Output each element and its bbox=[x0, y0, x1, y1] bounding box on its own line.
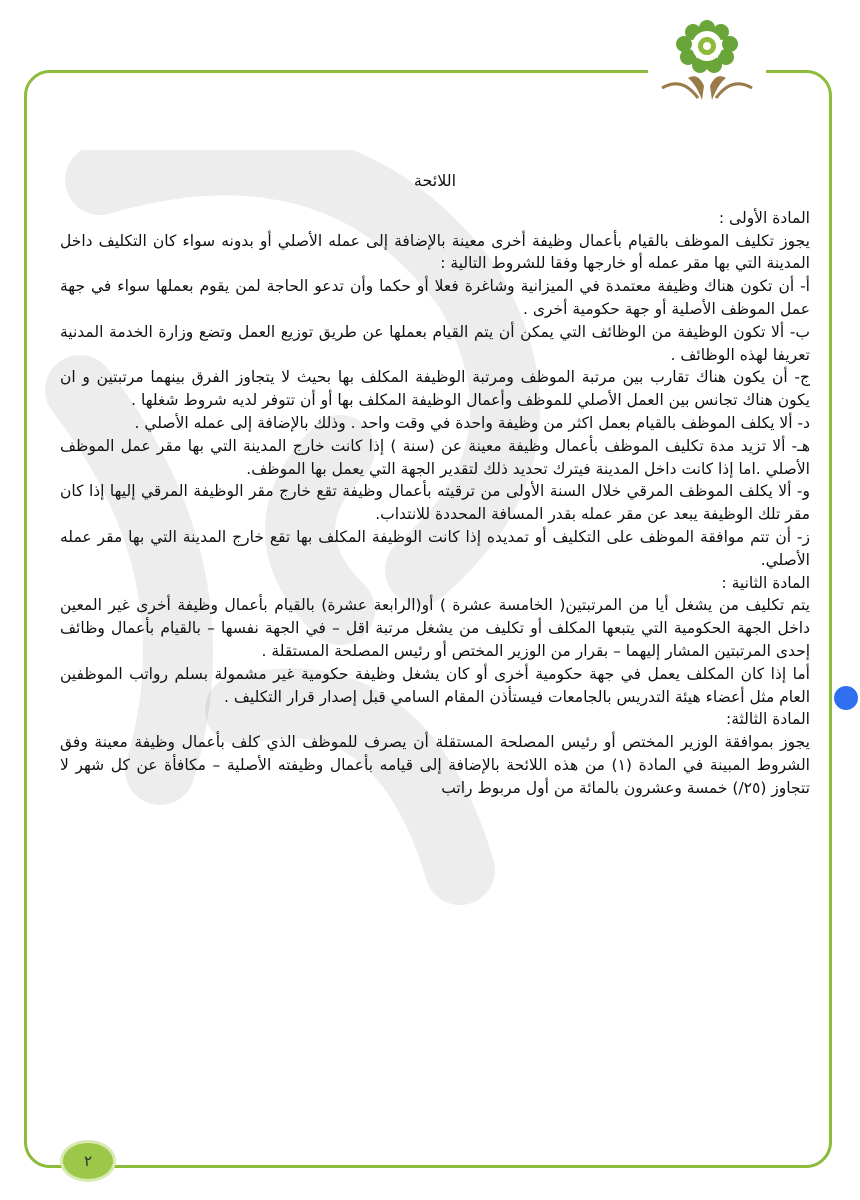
scroll-marker[interactable] bbox=[834, 686, 858, 710]
logo bbox=[648, 6, 766, 106]
document-body bbox=[60, 170, 810, 800]
page-title: اللائحة bbox=[413, 171, 457, 190]
article-3-heading: المادة الثالثة: bbox=[725, 710, 810, 729]
article-2-paragraph-2: أما إذا كان المكلف يعمل في جهة حكومية أخرى أو كان يشغل وظيفة حكومية غير مشمولة بسلم رواتب الموظفين العام مثل أعضاء هيئة التدريس بالجامعات فيستأذن المقام السامي قبل إصدار قرار التكليف . bbox=[60, 664, 810, 706]
condition-d: د- ألا يكلف الموظف بالقيام بعمل اكثر من وظيفة واحدة في وقت واحد . وذلك بالإضافة إلى عمله الأصلي . bbox=[134, 413, 810, 432]
page-number bbox=[60, 1140, 116, 1182]
condition-b: ب- ألا تكون الوظيفة من الوظائف التي يمكن أن يتم القيام بعملها عن طريق توزيع العمل وتضع وزارة الخدمة المدنية تعريفا لهذه الوظائف . bbox=[60, 322, 810, 364]
article-1-heading: المادة الأولى : bbox=[718, 208, 810, 227]
page-number-text: ٢ bbox=[83, 1152, 93, 1170]
article-3-paragraph: يجوز بموافقة الوزير المختص أو رئيس المصلحة المستقلة أن يصرف للموظف الذي كلف بأعمال وظيفة معينة وفق الشروط المبينة في المادة (١) من هذه اللائحة بالإضافة إلى قيامه بأعمال وظيفته الأصلية – مكافأة عن كل شهر لا تتجاوز (٢٥/) خمسة وعشرون بالمائة من أول مربوط راتب bbox=[60, 733, 810, 797]
article-2-heading: المادة الثانية : bbox=[721, 573, 810, 592]
condition-c: ج- أن يكون هناك تقارب بين مرتبة الموظف ومرتبة الوظيفة المكلف بها بحيث لا يتجاوز الفرق بينهما مرتبتين و ان يكون هناك تجانس بين العمل الأصلي للموظف وأعمال الوظيفة المكلف بها أو أن تتوفر لديه شروط شغلها . bbox=[60, 368, 810, 410]
condition-g: ز- أن تتم موافقة الموظف على التكليف أو تمديده إذا كانت الوظيفة المكلف بها تقع خارج المدينة التي بها مقر عمله الأصلي. bbox=[60, 527, 810, 569]
article-1-intro: يجوز تكليف الموظف بالقيام بأعمال وظيفة أخرى معينة بالإضافة إلى عمله الأصلي أو بدونه سواء كان التكليف داخل المدينة التي بها مقر عمله أو خارجها وفقا للشروط التالية : bbox=[60, 231, 810, 273]
condition-a: أ- أن تكون هناك وظيفة معتمدة في الميزانية وشاغرة فعلا أو حكما وأن تدعو الحاجة لمن يقوم بعملها سواء في جهة عمل الموظف الأصلية أو جهة حكومية أخرى . bbox=[60, 277, 810, 318]
article-2-paragraph-1: يتم تكليف من يشغل أيا من المرتبتين( الخامسة عشرة ) أو(الرابعة عشرة) بالقيام بأعمال وظيفة أخرى غير المعين داخل الجهة الحكومية التي يتبعها المكلف أو تكليف من يشغل مرتبة اقل – في الجهة نفسها – بالقيام بأعمال وظائف إحدى المرتبتين المشار إليهما – بقرار من الوزير المختص أو رئيس المصلحة المستقلة . bbox=[60, 596, 810, 660]
condition-e: هـ- ألا تزيد مدة تكليف الموظف بأعمال وظيفة معينة عن (سنة ) إذا كانت خارج المدينة التي بها مقر عمل الموظف الأصلي .اما إذا كانت داخل المدينة فيترك تحديد ذلك لتقدير الجهة التي يعمل بها الموظف. bbox=[60, 436, 810, 478]
condition-f: و- ألا يكلف الموظف المرقي خلال السنة الأولى من ترقيته بأعمال وظيفة تقع خارج مقر الوظيفة المرقي إليها إذا كان مقر تلك الوظيفة يبعد عن مقر عمله بقدر المسافة المحددة للانتداب. bbox=[60, 482, 810, 524]
